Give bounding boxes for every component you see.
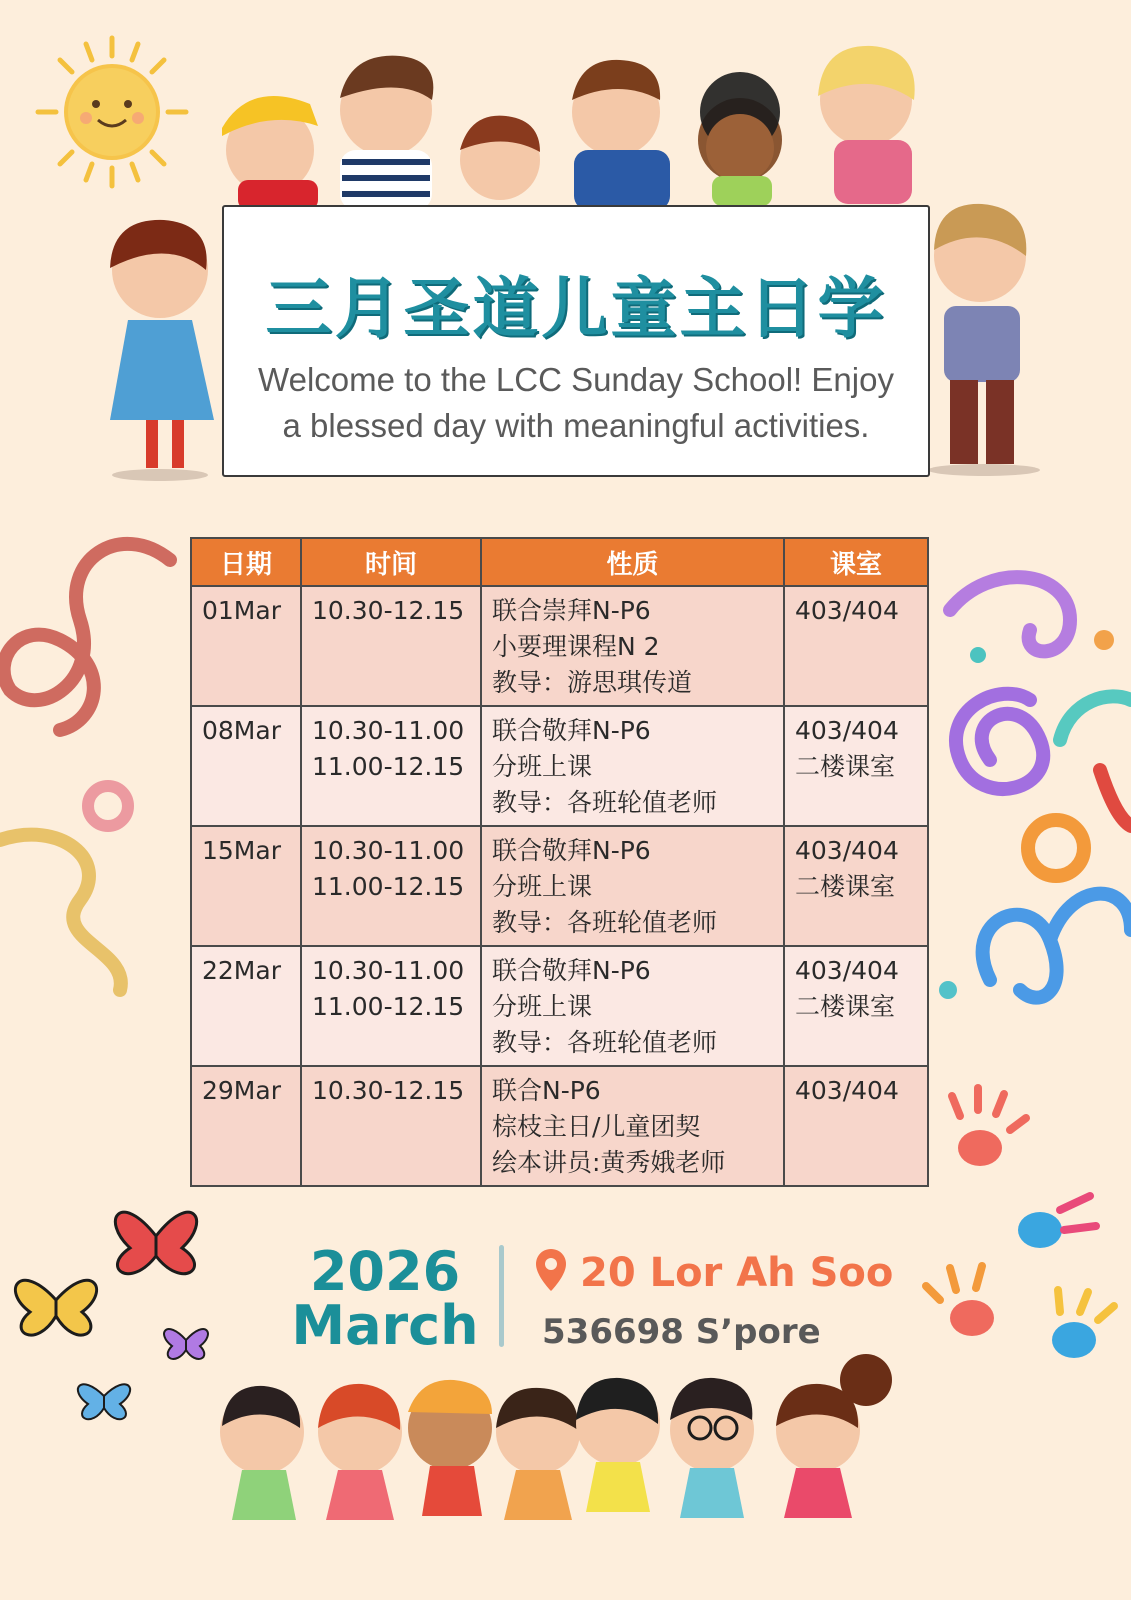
cyan-dot xyxy=(939,981,957,999)
cell-nature: 联合敬拜N-P6 分班上课 教导：各班轮值老师 xyxy=(481,826,784,946)
address-street: 20 Lor Ah Soo xyxy=(580,1250,894,1296)
pink-ring xyxy=(88,786,128,826)
table-header-row xyxy=(191,538,928,586)
cell-time: 10.30-12.15 xyxy=(301,1066,481,1186)
handprint-icon xyxy=(926,1088,1114,1358)
cell-nature: 联合N-P6 棕枝主日/儿童团契 绘本讲员:黄秀娥老师 xyxy=(481,1066,784,1186)
table-row xyxy=(191,706,928,826)
cell-date: 08Mar xyxy=(191,706,301,826)
table-row xyxy=(191,826,928,946)
page-title: 三月圣道儿童主日学 xyxy=(265,270,887,347)
cell-nature: 联合敬拜N-P6 分班上课 教导：各班轮值老师 xyxy=(481,706,784,826)
map-pin-icon xyxy=(534,1247,568,1293)
cell-room: 403/404 二楼课室 xyxy=(784,826,928,946)
butterfly-icon xyxy=(15,1212,208,1419)
table-row xyxy=(191,946,928,1066)
cell-time: 10.30-11.00 11.00-12.15 xyxy=(301,946,481,1066)
cell-time: 10.30-11.00 11.00-12.15 xyxy=(301,706,481,826)
welcome-banner xyxy=(222,205,930,477)
footer-divider xyxy=(499,1245,504,1347)
teal-dot xyxy=(970,647,986,663)
cell-nature: 联合敬拜N-P6 分班上课 教导：各班轮值老师 xyxy=(481,946,784,1066)
welcome-subtitle xyxy=(234,357,918,449)
welcome-subtitle-line-2: a blessed day with meaningful activities. xyxy=(282,407,870,444)
cell-room: 403/404 二楼课室 xyxy=(784,946,928,1066)
kids-top-illustration xyxy=(222,46,915,210)
cell-date: 22Mar xyxy=(191,946,301,1066)
header-time: 时间 xyxy=(301,538,481,586)
orange-ring xyxy=(1028,820,1084,876)
cell-room: 403/404 xyxy=(784,586,928,706)
sun-icon xyxy=(38,38,186,186)
orange-dot xyxy=(1094,630,1114,650)
kids-bottom-illustration xyxy=(220,1354,892,1520)
cell-date: 29Mar xyxy=(191,1066,301,1186)
header-nature: 性质 xyxy=(481,538,784,586)
cell-date: 01Mar xyxy=(191,586,301,706)
table-row xyxy=(191,1066,928,1186)
red-arc xyxy=(1100,770,1131,826)
boy-right-illustration xyxy=(928,204,1040,476)
red-swirl xyxy=(4,544,170,730)
teal-arc xyxy=(1060,696,1131,740)
event-year: 2026 xyxy=(309,1240,461,1303)
cell-nature: 联合崇拜N-P6 小要理课程N 2 教导：游思琪传道 xyxy=(481,586,784,706)
header-date: 日期 xyxy=(191,538,301,586)
address-postal: 536698 S’pore xyxy=(542,1312,821,1352)
cell-room: 403/404 xyxy=(784,1066,928,1186)
blue-loops xyxy=(983,894,1131,998)
welcome-subtitle-line-1: Welcome to the LCC Sunday School! Enjoy xyxy=(258,361,894,398)
cell-room: 403/404 二楼课室 xyxy=(784,706,928,826)
event-month: March xyxy=(291,1294,479,1357)
cell-date: 15Mar xyxy=(191,826,301,946)
header-room: 课室 xyxy=(784,538,928,586)
cell-time: 10.30-12.15 xyxy=(301,586,481,706)
violet-spiral xyxy=(956,694,1043,789)
cell-time: 10.30-11.00 11.00-12.15 xyxy=(301,826,481,946)
yellow-squiggle xyxy=(0,835,121,990)
purple-swirl xyxy=(950,577,1070,651)
table-row xyxy=(191,586,928,706)
girl-left-illustration xyxy=(110,220,214,481)
schedule-table xyxy=(190,537,929,1187)
